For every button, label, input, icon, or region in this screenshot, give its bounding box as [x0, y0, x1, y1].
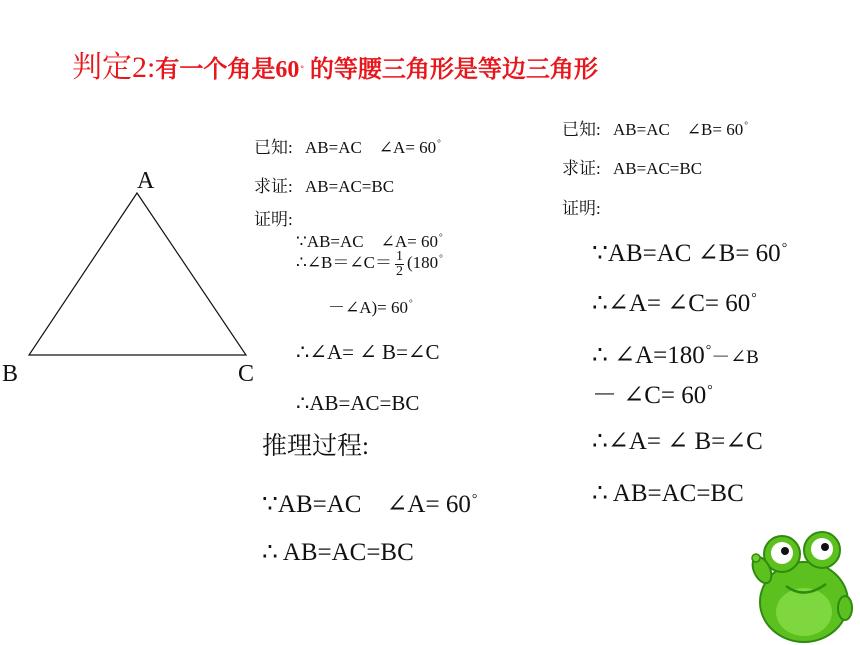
left-prove: [254, 172, 394, 197]
title-degree: °: [300, 62, 304, 73]
right-given-text: AB=AC ∠B= 60: [612, 120, 744, 139]
reasoning-line1-text: ∵AB=AC ∠A= 60: [262, 491, 471, 518]
right-given-label: 已知:: [562, 120, 601, 139]
triangle-abc: [29, 193, 246, 355]
fraction-one-half: [395, 250, 404, 279]
frog-mascot-icon: [742, 520, 860, 645]
right-line1-text: ∵AB=AC ∠B= 60: [592, 240, 781, 267]
left-proof-line3: [328, 293, 413, 318]
right-prove-label: 求证:: [562, 159, 601, 178]
degree-mark: °: [744, 121, 748, 132]
right-line3-a: ∴ ∠A=180: [592, 342, 705, 369]
right-prove: [562, 154, 702, 179]
fraction-numerator: 1: [395, 248, 403, 264]
vertex-b-label: B: [2, 361, 19, 387]
reasoning-label: 推理过程:: [262, 433, 369, 460]
left-given-text: AB=AC ∠A= 60: [304, 138, 437, 157]
title-prefix: 判定2:: [72, 51, 156, 84]
left-line2-b: (180: [406, 253, 439, 272]
left-given: [254, 133, 441, 158]
degree-mark: °: [471, 490, 478, 506]
reasoning-line1: [262, 484, 477, 520]
right-proof-line5: ∴∠A= ∠ B=∠C: [592, 428, 763, 455]
left-proof-line4: ∴∠A= ∠ B=∠C: [296, 340, 440, 364]
left-proof-line2: [296, 248, 443, 279]
title-rest: 的等腰三角形是等边三角形: [303, 57, 598, 83]
right-given: [562, 115, 748, 140]
left-line3-text: －∠A)= 60: [328, 298, 409, 317]
left-proof-label: 证明:: [254, 210, 293, 229]
right-proof-line3: [592, 340, 759, 370]
degree-mark: °: [705, 341, 712, 357]
left-prove-text: AB=AC=BC: [304, 177, 395, 196]
reasoning-line2: ∴ AB=AC=BC: [262, 539, 414, 566]
right-proof-label: 证明:: [562, 199, 601, 218]
degree-mark: °: [751, 289, 757, 305]
left-line2-a: ∴∠B＝∠C＝: [296, 253, 392, 272]
right-proof-line6: ∴ AB=AC=BC: [592, 480, 744, 507]
fraction-denominator: 2: [395, 263, 403, 279]
left-prove-label: 求证:: [254, 177, 293, 196]
right-proof-line4: [592, 375, 713, 411]
right-proof-line1: [592, 238, 787, 268]
right-line3-b: －∠B: [711, 347, 759, 368]
degree-mark: °: [437, 139, 441, 150]
degree-mark: °: [409, 299, 413, 310]
degree-mark: °: [707, 381, 713, 397]
right-line2-text: ∴∠A= ∠C= 60: [592, 290, 751, 317]
left-line1-text: ∵AB=AC ∠A= 60: [296, 232, 438, 251]
right-prove-text: AB=AC=BC: [612, 159, 703, 178]
degree-mark: °: [439, 254, 443, 265]
title-text: 有一个角是60: [155, 57, 300, 83]
degree-mark: °: [781, 239, 788, 255]
vertex-a-label: A: [137, 168, 155, 194]
left-given-label: 已知:: [254, 138, 293, 157]
right-proof-line2: [592, 288, 757, 318]
left-proof-line5: ∴AB=AC=BC: [296, 391, 420, 415]
vertex-c-label: C: [238, 361, 255, 387]
right-line4-text: － ∠C= 60: [592, 382, 707, 409]
degree-mark: °: [439, 233, 443, 244]
